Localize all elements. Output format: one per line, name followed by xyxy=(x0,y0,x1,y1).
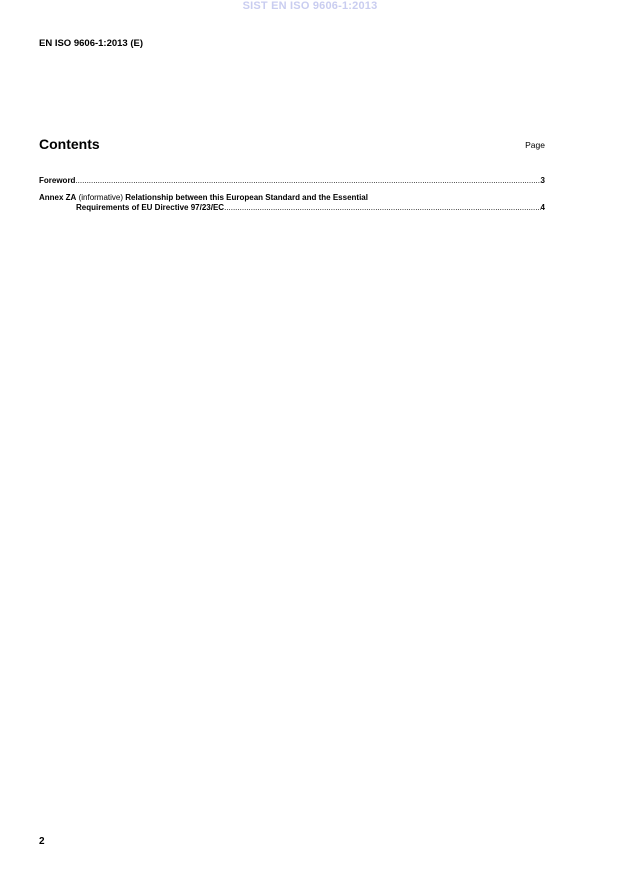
watermark: SIST EN ISO 9606-1:2013 xyxy=(242,0,378,12)
toc-annex-prefix: Annex ZA xyxy=(39,193,77,202)
toc-annex-title-line1: Relationship between this European Standard and the Essential xyxy=(125,193,368,202)
page-number: 2 xyxy=(39,836,45,847)
toc-entry-page: 4 xyxy=(540,203,545,212)
toc-annex-informative: (informative) xyxy=(78,193,124,202)
toc-entry-line-1 xyxy=(39,193,545,203)
toc-dot-leader xyxy=(75,176,540,186)
contents-heading: Contents xyxy=(39,136,100,152)
toc-entry-annex-za[interactable] xyxy=(39,193,545,213)
toc-entry-label: Foreword xyxy=(39,176,76,185)
toc-dot-leader xyxy=(224,203,540,213)
toc-entry-line-2 xyxy=(39,203,545,213)
document-id: EN ISO 9606-1:2013 (E) xyxy=(39,38,144,49)
table-of-contents xyxy=(39,176,545,213)
page-column-label: Page xyxy=(525,140,545,150)
toc-annex-title-line2: Requirements of EU Directive 97/23/EC xyxy=(76,203,225,212)
toc-entry-page: 3 xyxy=(540,176,545,185)
toc-entry-foreword[interactable] xyxy=(39,176,545,186)
